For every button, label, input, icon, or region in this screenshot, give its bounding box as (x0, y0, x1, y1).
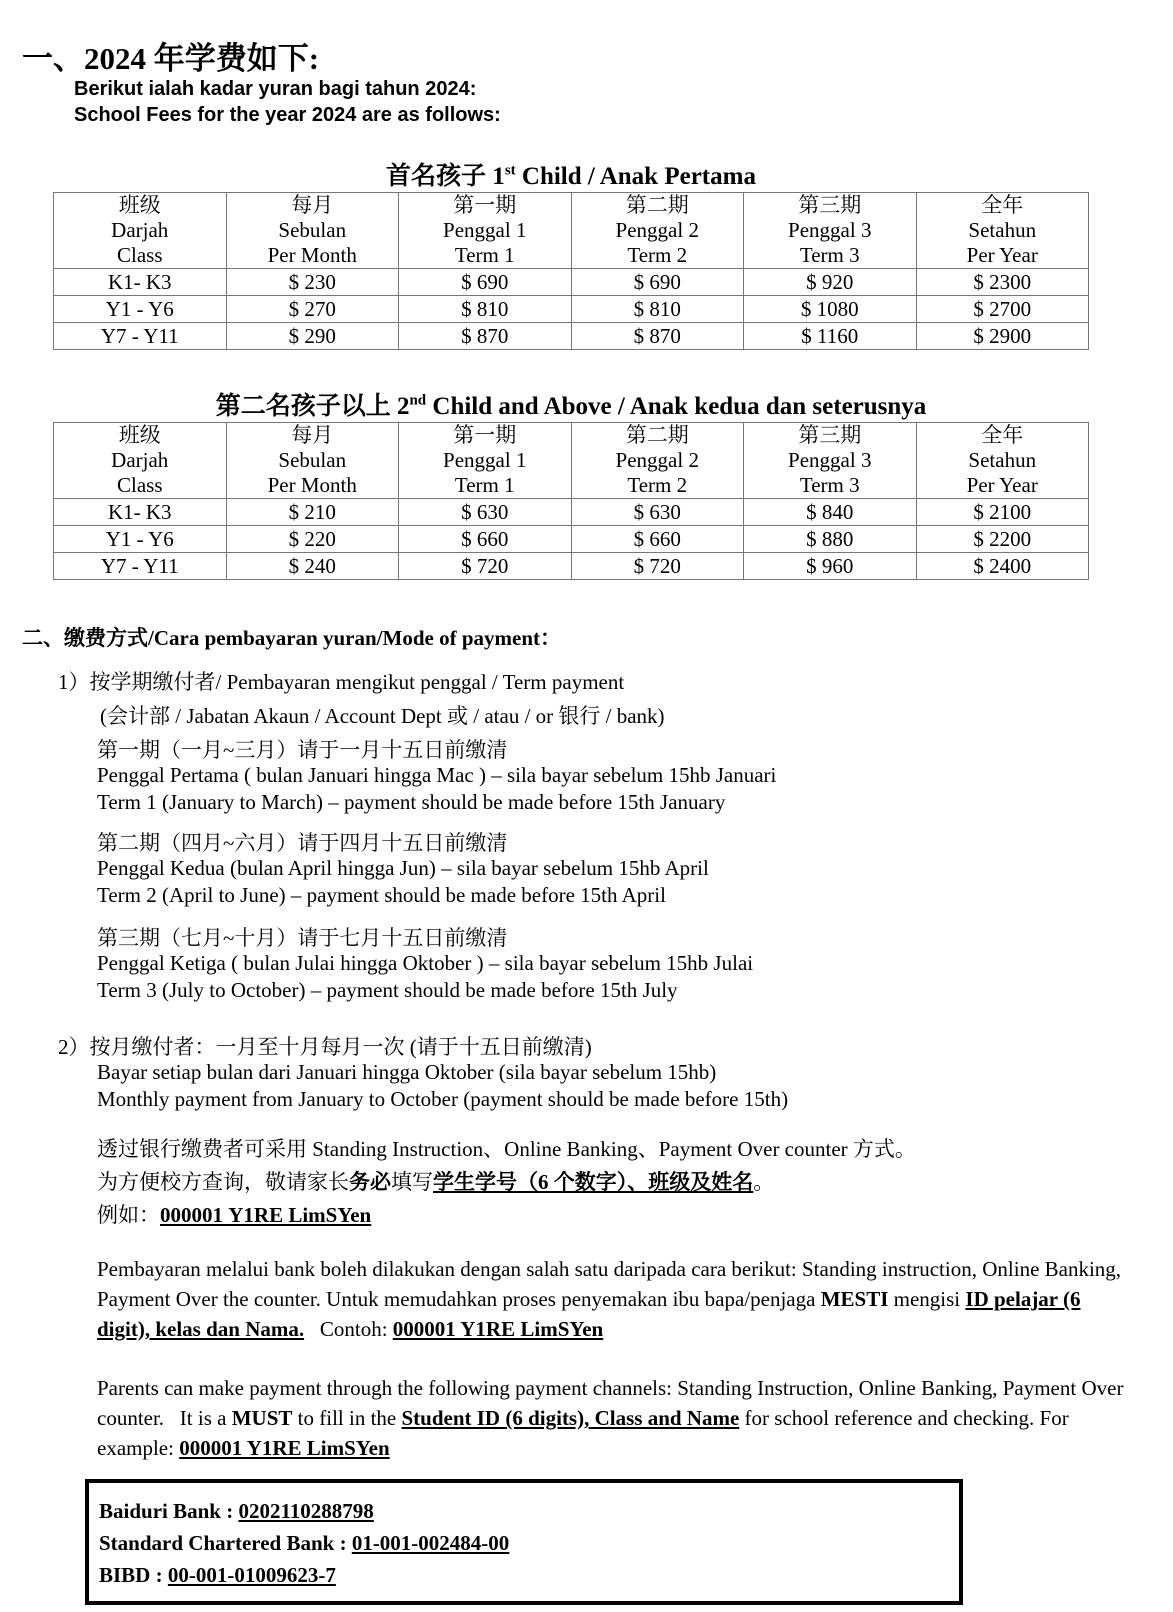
header-year: 全年 Setahun Per Year (916, 423, 1089, 499)
table-cell: $ 810 (571, 296, 744, 323)
table-cell: Y1 - Y6 (54, 526, 227, 553)
table-cell: $ 2100 (916, 499, 1089, 526)
table-row (54, 296, 1089, 323)
table-cell: $ 720 (399, 553, 572, 580)
table-cell: $ 240 (226, 553, 399, 580)
header-term2: 第二期 Penggal 2 Term 2 (571, 423, 744, 499)
table-cell: $ 2400 (916, 553, 1089, 580)
table-cell: $ 870 (571, 323, 744, 350)
table-row (54, 269, 1089, 296)
header-month: 每月 Sebulan Per Month (226, 193, 399, 269)
table-cell: $ 720 (571, 553, 744, 580)
header-term1: 第一期 Penggal 1 Term 1 (399, 193, 572, 269)
table-cell: $ 690 (399, 269, 572, 296)
fee-table-second-child (53, 422, 1089, 580)
term2-en: Term 2 (April to June) – payment should be made before 15th April (97, 883, 666, 907)
zh-note-line2: 为方便校方查询，敬请家长务必填写学生学号（6 个数字）、班级及姓名。 (97, 1170, 775, 1194)
table-cell: $ 270 (226, 296, 399, 323)
table-cell: K1- K3 (54, 499, 227, 526)
table-cell: $ 660 (571, 526, 744, 553)
term1-ms: Penggal Pertama ( bulan Januari hingga Mac ) – sila bayar sebelum 15hb Januari (97, 763, 777, 787)
table-cell: $ 1080 (744, 296, 917, 323)
table-cell: $ 2700 (916, 296, 1089, 323)
table-cell: $ 810 (399, 296, 572, 323)
bank-accounts-box (85, 1479, 963, 1605)
table-cell: $ 210 (226, 499, 399, 526)
zh-note-example: 例如：000001 Y1RE LimSYen (97, 1203, 372, 1227)
table-cell: $ 2300 (916, 269, 1089, 296)
fee-table-first-child (53, 192, 1089, 350)
table-cell: K1- K3 (54, 269, 227, 296)
ms-note-paragraph: Pembayaran melalui bank boleh dilakukan dengan salah satu daripada cara berikut: Standing instruction, Online Banking, Payment Over the counter. Untuk memudahkan proses penyemakan ibu bapa/penjaga MESTI mengisi ID pelajar (6 digit), kelas dan Nama. Contoh: 000001 Y1RE LimSYen (97, 1257, 1122, 1341)
term3-zh: 第三期（七月~十月）请于七月十五日前缴清 (97, 926, 508, 950)
bank-baiduri: Baiduri Bank : 0202110288798 (99, 1499, 374, 1523)
section1-subtitle-ms: Berikut ialah kadar yuran bagi tahun 2024: (74, 78, 477, 100)
table-row (54, 553, 1089, 580)
table-header-row (54, 423, 1089, 499)
table-cell: Y7 - Y11 (54, 323, 227, 350)
term-payment-dept: (会计部 / Jabatan Akaun / Account Dept 或 / atau / or 银行 / bank) (100, 704, 665, 728)
term3-en: Term 3 (July to October) – payment should be made before 15th July (97, 978, 678, 1002)
bank-standard-chartered: Standard Chartered Bank : 01-001-002484-00 (99, 1531, 510, 1555)
table-row (54, 526, 1089, 553)
table-cell: $ 660 (399, 526, 572, 553)
table-cell: $ 840 (744, 499, 917, 526)
table-row (54, 323, 1089, 350)
header-term1: 第一期 Penggal 1 Term 1 (399, 423, 572, 499)
section2-heading: 二、缴费方式/Cara pembayaran yuran/Mode of payment： (22, 626, 561, 650)
monthly-payment-title: 2）按月缴付者：一月至十月每月一次 (请于十五日前缴清) (58, 1035, 592, 1059)
term1-zh: 第一期（一月~三月）请于一月十五日前缴清 (97, 738, 508, 762)
table-row (54, 499, 1089, 526)
table-cell: $ 630 (399, 499, 572, 526)
section1-heading: 一、2024 年学费如下: (22, 41, 320, 76)
header-term2: 第二期 Penggal 2 Term 2 (571, 193, 744, 269)
header-term3: 第三期 Penggal 3 Term 3 (744, 423, 917, 499)
table-cell: $ 690 (571, 269, 744, 296)
header-year: 全年 Setahun Per Year (916, 193, 1089, 269)
term1-en: Term 1 (January to March) – payment should be made before 15th January (97, 790, 726, 814)
zh-note-line1: 透过银行缴费者可采用 Standing Instruction、Online Banking、Payment Over counter 方式。 (97, 1137, 916, 1161)
table-cell: $ 220 (226, 526, 399, 553)
table-cell: $ 960 (744, 553, 917, 580)
header-term3: 第三期 Penggal 3 Term 3 (744, 193, 917, 269)
monthly-payment-en: Monthly payment from January to October (payment should be made before 15th) (97, 1087, 789, 1111)
header-class: 班级 Darjah Class (54, 193, 227, 269)
table-cell: $ 2200 (916, 526, 1089, 553)
table-cell: $ 870 (399, 323, 572, 350)
table-cell: $ 1160 (744, 323, 917, 350)
term-payment-title: 1）按学期缴付者/ Pembayaran mengikut penggal / Term payment (58, 670, 625, 694)
term2-zh: 第二期（四月~六月）请于四月十五日前缴清 (97, 831, 508, 855)
table1-title: 首名孩子 1st Child / Anak Pertama (386, 162, 756, 190)
en-note-paragraph: Parents can make payment through the following payment channels: Standing Instruction, Online Banking, Payment Over counter. It is a MUST to fill in the Student ID (6 digits), Class and Name for school reference and checking. For example: 000001 Y1RE LimSYen (97, 1376, 1129, 1460)
section1-subtitle-en: School Fees for the year 2024 are as follows: (74, 104, 501, 126)
table-cell: Y7 - Y11 (54, 553, 227, 580)
header-month: 每月 Sebulan Per Month (226, 423, 399, 499)
table-cell: $ 630 (571, 499, 744, 526)
table-cell: $ 920 (744, 269, 917, 296)
monthly-payment-ms: Bayar setiap bulan dari Januari hingga Oktober (sila bayar sebelum 15hb) (97, 1060, 717, 1084)
bank-bibd: BIBD : 00-001-01009623-7 (99, 1563, 336, 1587)
header-class: 班级 Darjah Class (54, 423, 227, 499)
term2-ms: Penggal Kedua (bulan April hingga Jun) – sila bayar sebelum 15hb April (97, 856, 709, 880)
table-header-row (54, 193, 1089, 269)
table-cell: Y1 - Y6 (54, 296, 227, 323)
table-cell: $ 290 (226, 323, 399, 350)
table-cell: $ 2900 (916, 323, 1089, 350)
table-cell: $ 230 (226, 269, 399, 296)
term3-ms: Penggal Ketiga ( bulan Julai hingga Oktober ) – sila bayar sebelum 15hb Julai (97, 951, 754, 975)
table2-title: 第二名孩子以上 2nd Child and Above / Anak kedua dan seterusnya (215, 392, 927, 420)
table-cell: $ 880 (744, 526, 917, 553)
